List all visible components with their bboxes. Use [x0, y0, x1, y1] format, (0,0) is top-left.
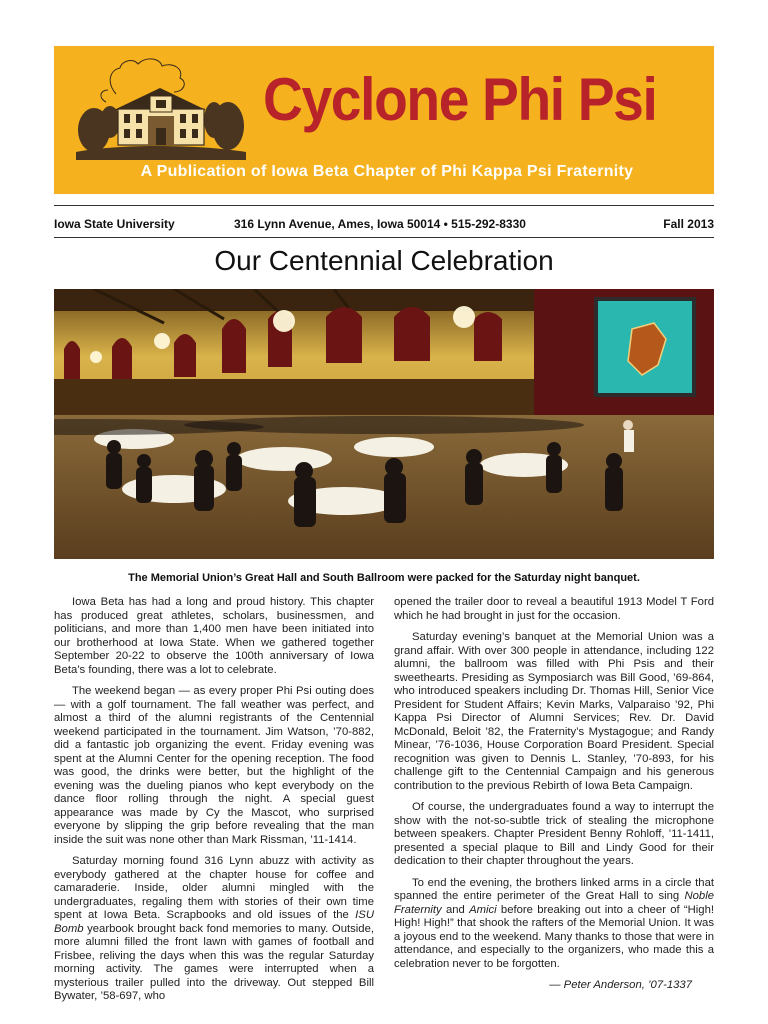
- article-paragraph: Saturday morning found 316 Lynn abuzz with activity as everybody gathered at the chapter house for coffee and camaraderie. Inside, older alumni mingled with the undergraduates, regaling them with stories of their own time spent at Iowa Beta. Scrapbooks and old issues of the ISU Bomb yearbook brought back fond memories to many. Outside, more alumni filled the front lawn with games of football and Frisbee, reliving the days when this was the regular Saturday morning activity. The games were interrupted when a mysterious trailer pulled into the driveway. Out stepped Bill Bywater, ’58-697, who: [54, 855, 374, 1002]
- masthead: [54, 46, 714, 194]
- chapter-address: 316 Lynn Avenue, Ames, Iowa 50014 • 515-292-8330: [234, 217, 526, 231]
- header-top-rule: [54, 205, 714, 206]
- photo-caption: The Memorial Union’s Great Hall and South Ballroom were packed for the Saturday night banquet.: [128, 572, 640, 584]
- chapter-house-illustration-icon: [76, 52, 246, 160]
- issue-date: Fall 2013: [663, 217, 714, 231]
- info-bar: [54, 215, 714, 233]
- article-paragraph: The weekend began — as every proper Phi Psi outing does — with a golf tournament. The fall weather was perfect, and almost a third of the alumni registrants of the Centennial weekend participated in the tournament. Jim Watson, ’70-882, did a fantastic job organizing the event. Friday evening was spent at the Alumni Center for the opening reception. The food was good, the drinks were better, but the highlight of the evening was the dueling pianos who kept everybody on the dance floor rolling through the night. A special guest appearance was made by Cy the Mascot, who surprised everyone by slipping the grip before revealing that the man inside the suit was none other than Mark Rissman, ’11-1414.: [54, 685, 374, 846]
- article-paragraph: Iowa Beta has had a long and proud history. This chapter has produced great athletes, scholars, businessmen, and politicians, and more than 1,400 men have been initiated into our brotherhood at Iowa State. When we gathered together September 20-22 to observe the 100th anniversary of Iowa Beta’s founding, there was a lot to celebrate.: [54, 596, 374, 676]
- header-bottom-rule: [54, 237, 714, 238]
- article-paragraph: Saturday evening’s banquet at the Memorial Union was a grand affair. With over 300 people in attendance, including 122 alumni, the ballroom was filled with Phi Psis and their sweethearts. Presiding as Symposiarch was Bill Good, ’69-864, who introduced speakers including Dr. Thomas Hill, Senior Vice President for Student Affairs; Kevin Marks, Valparaiso ’92, Phi Kappa Psi Director of Alumni Services; Rev. Dr. David McDonald, Beloit ’82, the Fraternity’s Mystagogue; and Randy Minear, ’76-1036, House Corporation Board President. Special recognition was given to Dennis L. Stanley, ’70-893, for his challenge gift to the Centennial Campaign and his generous contribution to the previous Rebirth of Iowa Beta Campaign.: [394, 631, 714, 792]
- author-signature: — Peter Anderson, ’07-1337: [549, 979, 692, 991]
- publication-title: Cyclone Phi Psi: [263, 66, 657, 133]
- banquet-hall-photo-icon: [54, 289, 714, 559]
- article-column-right: [394, 596, 714, 1001]
- article-column-left: [54, 596, 374, 1012]
- article-headline: Our Centennial Celebration: [214, 245, 554, 276]
- publication-subtitle: A Publication of Iowa Beta Chapter of Phi Kappa Psi Fraternity: [140, 163, 634, 180]
- university-name: Iowa State University: [54, 217, 175, 231]
- article-paragraph: opened the trailer door to reveal a beautiful 1913 Model T Ford which he had brought in just for the occasion.: [394, 596, 714, 622]
- article-paragraph: To end the evening, the brothers linked arms in a circle that spanned the entire perimeter of the Great Hall to sing Noble Fraternity and Amici before breaking out into a cheer of “High! High! High!” that shook the rafters of the Memorial Union. It was a joyous end to the weekend. Many thanks to those that were in attendance, and especially to the organizers, who made this a celebration never to be forgotten.: [394, 876, 714, 970]
- article-paragraph: Of course, the undergraduates found a way to interrupt the show with the not-so-subtle trick of stealing the microphone between speakers. Chapter President Benny Rohloff, ’11-1411, presented a special plaque to Bill and Lindy Good for their dedication to their chapter throughout the years.: [394, 801, 714, 867]
